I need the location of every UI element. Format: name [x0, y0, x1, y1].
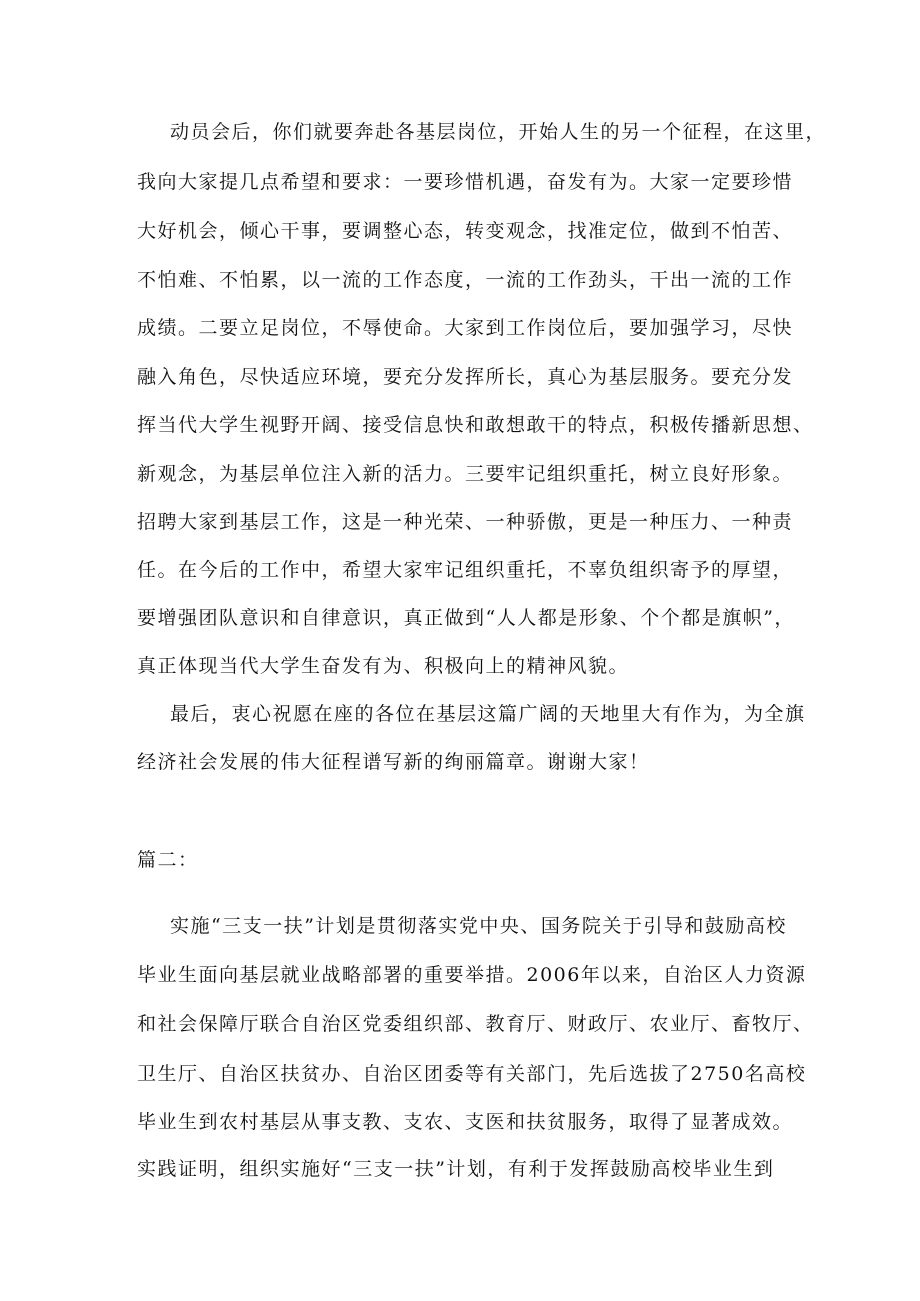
text-line: 实施“三支一扶”计划是贯彻落实党中央、国务院关于引导和鼓励高校 [170, 915, 787, 937]
text-line: 动员会后，你们就要奔赴各基层岗位，开始人生的另一个征程，在这里， [170, 121, 827, 143]
text-line: 实践证明，组织实施好“三支一扶”计划，有利于发挥鼓励高校毕业生到 [137, 1158, 775, 1180]
text-line: 新观念，为基层单位注入新的活力。三要牢记组织重托，树立良好形象。 [137, 463, 794, 485]
text-line: 毕业生到农村基层从事支教、支农、支医和扶贫服务，取得了显著成效。 [137, 1111, 794, 1133]
text-line: 真正体现当代大学生奋发有为、积极向上的精神风貌。 [137, 655, 630, 677]
section-heading: 篇二： [137, 849, 199, 871]
text-line: 最后，衷心祝愿在座的各位在基层这篇广阔的天地里大有作为，为全旗 [170, 703, 806, 725]
text-line: 我向大家提几点希望和要求：一要珍惜机遇，奋发有为。大家一定要珍惜 [137, 171, 794, 193]
text-line: 毕业生面向基层就业战略部署的重要举措。2006年以来，自治区人力资源 [137, 964, 807, 986]
text-line: 成绩。二要立足岗位，不辱使命。大家到工作岗位后，要加强学习，尽快 [137, 317, 794, 339]
text-line: 招聘大家到基层工作，这是一种光荣、一种骄傲，更是一种压力、一种责 [137, 511, 794, 533]
text-line: 任。在今后的工作中，希望大家牢记组织重托，不辜负组织寄予的厚望， [137, 559, 794, 581]
text-line: 不怕难、不怕累，以一流的工作态度，一流的工作劲头，干出一流的工作 [137, 269, 794, 291]
text-line: 大好机会，倾心干事，要调整心态，转变观念，找准定位，做到不怕苦、 [137, 220, 794, 242]
text-line: 挥当代大学生视野开阔、接受信息快和敢想敢干的特点，积极传播新思想、 [137, 414, 814, 436]
text-line: 要增强团队意识和自律意识，真正做到“人人都是形象、个个都是旗帜”， [137, 607, 795, 629]
text-line: 卫生厅、自治区扶贫办、自治区团委等有关部门，先后选拔了2750名高校 [137, 1063, 807, 1085]
text-line: 融入角色，尽快适应环境，要充分发挥所长，真心为基层服务。要充分发 [137, 366, 794, 388]
text-line: 经济社会发展的伟大征程谱写新的绚丽篇章。谢谢大家！ [137, 751, 650, 773]
text-line: 和社会保障厅联合自治区党委组织部、教育厅、财政厅、农业厅、畜牧厅、 [137, 1013, 814, 1035]
